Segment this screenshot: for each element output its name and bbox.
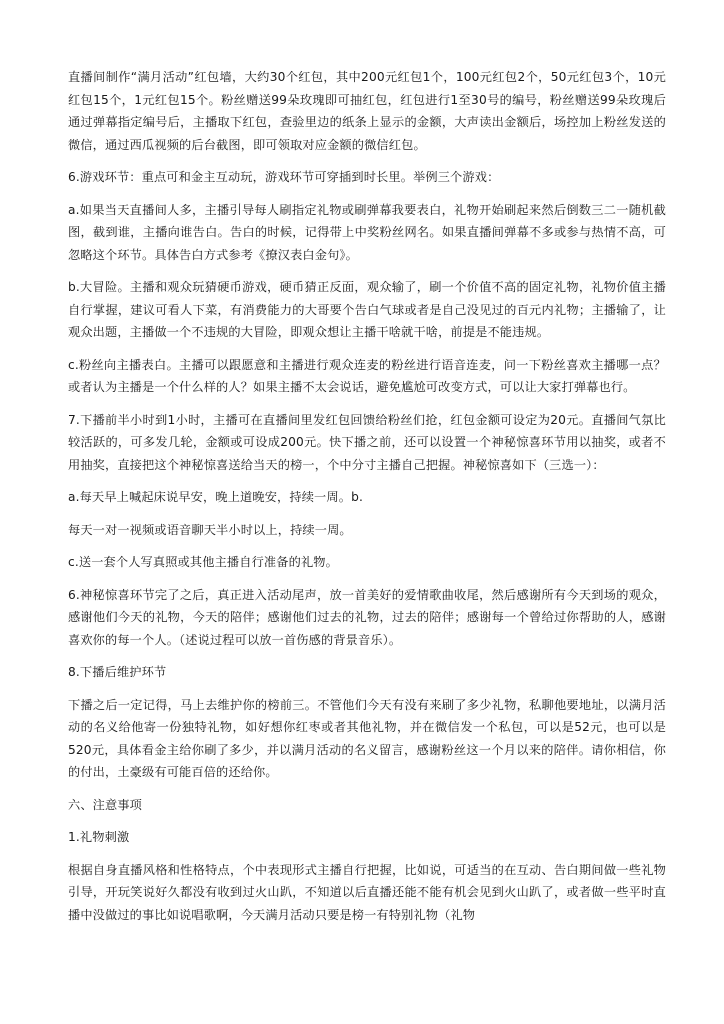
paragraph-before-offline: 7.下播前半小时到1小时，主播可在直播间里发红包回馈给粉丝们抢，红包金额可设定为20元。直播间气氛比较活跃的，可多发几轮，金额或可设成200元。快下播之前，还可以设置一个神秘惊喜环节用以抽奖，或者不用抽奖，直接把这个神秘惊喜送给当天的榜一，个中分寸主播自己把握。神秘惊喜如下（三选一）： (68, 412, 666, 472)
paragraph-gift-stimulus: 根据自身直播风格和性格特点，个中表现形式主播自行把握，比如说，可适当的在互动、告白期间做一些礼物引导，开玩笑说好久都没有收到过火山趴，不知道以后直播还能不能有机会见到火山趴了，或者做一些平时直播中没做过的事比如说唱歌啊，今天满月活动只要是榜一有特别礼物（礼物 (68, 862, 666, 922)
paragraph-surprise-b: 每天一对一视频或语音聊天半小时以上，持续一周。 (68, 522, 352, 537)
paragraph-activity-ending: 6.神秘惊喜环节完了之后，真正进入活动尾声，放一首美好的爱情歌曲收尾，然后感谢所有今天到场的观众，感谢他们今天的礼物，今天的陪伴；感谢他们过去的礼物，过去的陪伴；感谢每一个曾给过你帮助的人，感谢喜欢你的每一个人。（述说过程可以放一首伤感的背景音乐）。 (68, 587, 666, 647)
heading-game-section: 6.游戏环节：重点可和金主互动玩，游戏环节可穿插到时长里。举例三个游戏： (68, 170, 500, 184)
paragraph-after-offline: 下播之后一定记得，马上去维护你的榜前三。不管他们今天有没有来刷了多少礼物，私聊他要地址，以满月活动的名义给他寄一份独特礼物，如好想你红枣或者其他礼物，并在微信发一个私包，可以是52元，也可以是520元，具体看金主给你刷了多少，并以满月活动的名义留言，感谢粉丝这一个月以来的陪伴。请你相信，你的付出，土豪级有可能百倍的还给你。 (68, 697, 666, 779)
paragraph-game-c: c.粉丝向主播表白。主播可以跟愿意和主播进行观众连麦的粉丝进行语音连麦，问一下粉丝喜欢主播哪一点？或者认为主播是一个什么样的人？如果主播不太会说话，避免尴尬可改变方式，可以让大家打弹幕也行。 (68, 357, 666, 394)
paragraph-game-b: b.大冒险。主播和观众玩猜硬币游戏，硬币猜正反面，观众输了，刷一个价值不高的固定礼物，礼物价值主播自行掌握，建议可看人下菜，有消费能力的大哥要个告白气球或者是自己没见过的百元内礼物；主播输了，让观众出题，主播做一个不违规的大冒险，即观众想让主播干啥就干啥，前提是不能违规。 (68, 280, 666, 339)
heading-after-offline: 8.下播后维护环节 (68, 665, 167, 679)
heading-gift-stimulus: 1.礼物刺激 (68, 830, 130, 844)
document-page (68, 66, 666, 936)
paragraph-red-envelope-wall: 直播间制作“满月活动”红包墙，大约30个红包，其中200元红包1个，100元红包2个，50元红包3个，10元红包15个，1元红包15个。粉丝赠送99朵玫瑰即可抽红包，红包进行1至30号的编号，粉丝赠送99朵玫瑰后通过弹幕指定编号后，主播取下红包，查验里边的纸条上显示的金额，大声读出金额后，场控加上粉丝发送的微信，通过西瓜视频的后台截图，即可领取对应金额的微信红包。 (68, 70, 666, 152)
paragraph-surprise-a: a.每天早上喊起床说早安，晚上道晚安，持续一周。b. (68, 490, 363, 504)
heading-notes: 六、注意事项 (68, 797, 143, 812)
paragraph-surprise-c: c.送一套个人写真照或其他主播自行准备的礼物。 (68, 555, 338, 569)
paragraph-game-a: a.如果当天直播间人多，主播引导每人刷指定礼物或刷弹幕我要表白，礼物开始刷起来然后倒数三二一随机截图，截到谁，主播向谁告白。告白的时候，记得带上中奖粉丝网名。如果直播间弹幕不多或参与热情不高，可忽略这个环节。具体告白方式参考《撩汉表白金句》。 (68, 202, 666, 262)
